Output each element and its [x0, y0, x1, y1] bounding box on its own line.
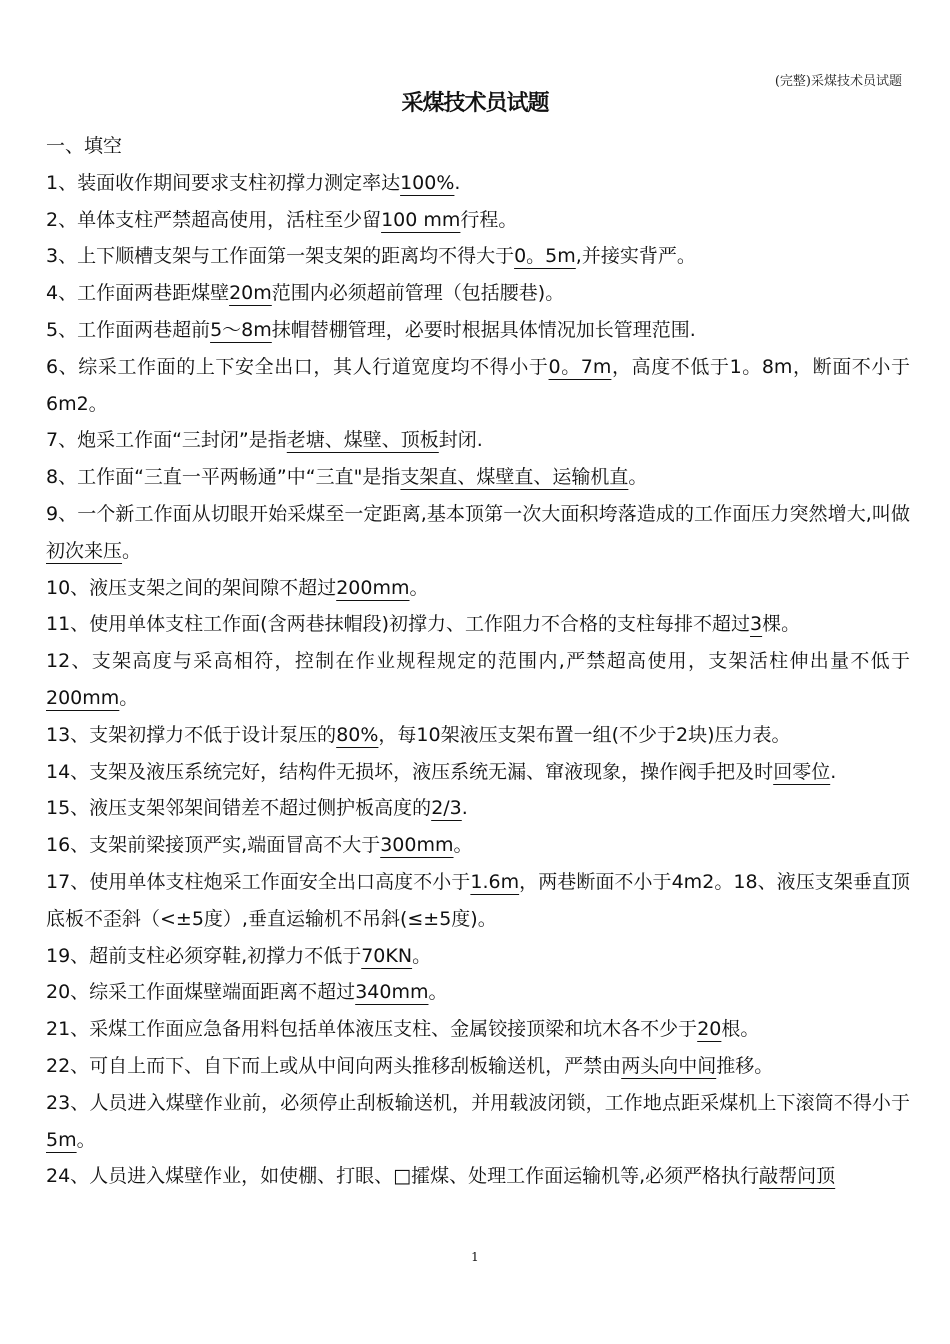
question-text-after: ,并接实背严。	[575, 245, 696, 268]
question-text: 2、单体支柱严禁超高使用，活柱至少留	[46, 208, 382, 231]
question-text-after: 。	[428, 981, 448, 1004]
question-text: 19、超前支柱必须穿鞋,初撑力不低于	[46, 944, 362, 967]
document-body	[46, 128, 910, 1195]
answer-blank: 回零位	[773, 760, 831, 783]
question-text: 12、支架高度与采高相符，控制在作业规程规定的范围内,严禁超高使用，支架活柱伸出量不低于	[46, 650, 910, 673]
question-item	[46, 496, 910, 570]
question-text-after: 。	[628, 466, 648, 489]
question-text: 21、采煤工作面应急备用料包括单体液压支柱、金属铰接顶梁和坑木各不少于	[46, 1018, 698, 1041]
question-item	[46, 827, 910, 864]
question-text-after: 范围内必须超前管理（包括腰巷)。	[271, 282, 565, 305]
answer-blank: 20m	[229, 282, 272, 305]
answer-blank: 3	[750, 613, 763, 636]
question-text-after: 。	[409, 576, 429, 599]
question-item	[46, 349, 910, 423]
question-text: 24、人员进入煤壁作业，如使棚、打眼、□攉煤、处理工作面运输机等,必须严格执行	[46, 1165, 760, 1188]
question-item	[46, 643, 910, 717]
question-text-after: 抹帽替棚管理，必要时根据具体情况加长管理范围.	[271, 318, 696, 341]
answer-blank: 2/3	[431, 797, 462, 820]
answer-blank: 初次来压	[46, 539, 123, 562]
answer-blank: 70KN	[361, 944, 413, 967]
question-text: 14、支架及液压系统完好，结构件无损坏，液压系统无漏、窜液现象，操作阀手把及时	[46, 760, 774, 783]
question-text: 10、液压支架之间的架间隙不超过	[46, 576, 337, 599]
answer-blank: 0。5m	[514, 245, 576, 268]
answer-blank: 两头向中间	[621, 1054, 717, 1077]
question-item	[46, 1048, 910, 1085]
answer-blank: 老塘、煤壁、顶板	[286, 429, 439, 452]
question-item	[46, 974, 910, 1011]
question-item	[46, 1085, 910, 1159]
question-text-after: ，两巷断面不小于4m2。18、液压支架垂直顶底板不歪斜（<±5度）,垂直运输机不吊斜(≤±5度)。	[46, 870, 910, 930]
answer-blank: 敲帮问顶	[759, 1165, 836, 1188]
question-item	[46, 202, 910, 239]
section-heading: 一、填空	[46, 135, 123, 157]
question-item	[46, 1011, 910, 1048]
question-text: 15、液压支架邻架间错差不超过侧护板高度的	[46, 797, 432, 820]
answer-blank: 200mm	[46, 686, 120, 709]
answer-blank: 340mm	[355, 981, 429, 1004]
question-text: 1、装面收作期间要求支柱初撑力测定率达	[46, 171, 401, 194]
answer-blank: 0。7m	[548, 355, 612, 378]
question-text-after: 棵。	[762, 613, 801, 636]
question-text-after: .	[830, 760, 837, 783]
question-text-after: 根。	[721, 1018, 760, 1041]
question-text-after: 。	[122, 539, 142, 562]
question-text: 17、使用单体支柱炮采工作面安全出口高度不小于	[46, 870, 471, 893]
question-item	[46, 165, 910, 202]
question-item	[46, 570, 910, 607]
question-item	[46, 238, 910, 275]
question-text-after: 推移。	[716, 1054, 774, 1077]
answer-blank: 300mm	[380, 834, 454, 857]
question-text-after: ，高度不低于1。8m，断面不小于6m2。	[46, 355, 910, 415]
answer-blank: 20	[697, 1018, 722, 1041]
answer-blank: 支架直、煤壁直、运输机直	[400, 466, 629, 489]
question-list	[46, 165, 910, 1195]
question-text-after: 。	[76, 1128, 96, 1151]
question-item	[46, 275, 910, 312]
answer-blank: 200mm	[336, 576, 410, 599]
question-item	[46, 717, 910, 754]
question-text: 20、综采工作面煤壁端面距离不超过	[46, 981, 356, 1004]
question-item	[46, 459, 910, 496]
question-item	[46, 938, 910, 975]
page-number: 1	[471, 1250, 479, 1264]
question-text: 23、人员进入煤壁作业前，必须停止刮板输送机，并用载波闭锁，工作地点距采煤机上下滚筒不得小于	[46, 1091, 910, 1114]
question-text-after: 。	[412, 944, 432, 967]
question-text: 7、炮采工作面“三封闭”是指	[46, 429, 287, 452]
answer-blank: 100%	[400, 171, 455, 194]
question-item	[46, 606, 910, 643]
question-text: 5、工作面两巷超前	[46, 318, 211, 341]
question-text-after: 行程。	[460, 208, 518, 231]
question-item	[46, 790, 910, 827]
answer-blank: 5m	[46, 1128, 77, 1151]
question-text-after: .	[454, 171, 461, 194]
question-text-after: 。	[119, 686, 139, 709]
running-header: (完整)采煤技术员试题	[774, 74, 902, 89]
question-text: 3、上下顺槽支架与工作面第一架支架的距离均不得大于	[46, 245, 515, 268]
question-text: 6、综采工作面的上下安全出口，其人行道宽度均不得小于	[46, 355, 549, 378]
answer-blank: 100 mm	[381, 208, 461, 231]
question-text-after: 封闭.	[438, 429, 483, 452]
question-text: 22、可自上而下、自下而上或从中间向两头推移刮板输送机，严禁由	[46, 1054, 622, 1077]
question-text: 16、支架前梁接顶严实,端面冒高不大于	[46, 834, 381, 857]
question-item	[46, 422, 910, 459]
question-item	[46, 754, 910, 791]
question-item	[46, 312, 910, 349]
page-title: 采煤技术员试题	[401, 91, 549, 116]
question-text-after: ，每10架液压支架布置一组(不少于2块)压力表。	[378, 723, 791, 746]
question-text: 4、工作面两巷距煤壁	[46, 282, 230, 305]
question-item	[46, 864, 910, 938]
question-text: 8、工作面“三直一平两畅通”中“三直"是指	[46, 466, 401, 489]
question-text-after: .	[461, 797, 468, 820]
question-text-after: 。	[453, 834, 473, 857]
question-text: 9、一个新工作面从切眼开始采煤至一定距离,基本顶第一次大面积垮落造成的工作面压力突然增大,叫做	[46, 502, 910, 525]
answer-blank: 5～8m	[210, 318, 272, 341]
question-text: 11、使用单体支柱工作面(含两巷抹帽段)初撑力、工作阻力不合格的支柱每排不超过	[46, 613, 751, 636]
answer-blank: 80%	[336, 723, 379, 746]
answer-blank: 1.6m	[470, 870, 520, 893]
question-item	[46, 1158, 910, 1195]
question-text: 13、支架初撑力不低于设计泵压的	[46, 723, 337, 746]
